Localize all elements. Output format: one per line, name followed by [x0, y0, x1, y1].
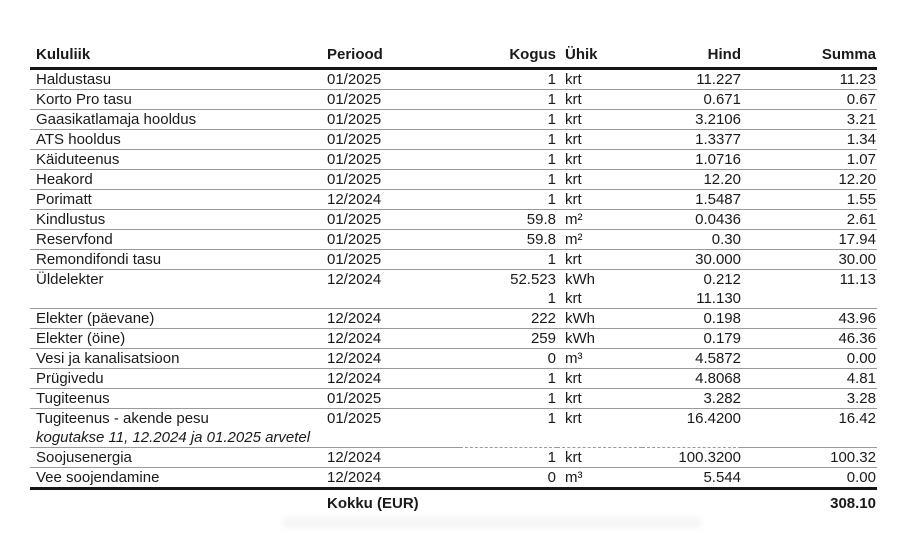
cell-name: Prügivedu — [30, 369, 325, 389]
cell-period: 01/2025 — [325, 250, 460, 270]
cell-price: 11.130 — [642, 289, 741, 309]
cell-period: 01/2025 — [325, 170, 460, 190]
cell-empty — [460, 428, 741, 448]
cell-unit: krt — [565, 410, 582, 427]
cell-sum: 1.07 — [741, 150, 877, 170]
cell-unit: krt — [557, 250, 642, 270]
cell-period: 01/2025 — [325, 150, 460, 170]
column-header-kululiik: Kululiik — [30, 44, 325, 69]
table-row — [30, 270, 877, 290]
cell-period: 01/2025 — [327, 410, 382, 427]
cell-qty: 1 — [460, 190, 557, 210]
table-row — [30, 309, 877, 329]
cell-empty — [460, 489, 557, 518]
cell-sum: 17.94 — [741, 230, 877, 250]
cell-qty: 1 — [547, 410, 556, 427]
cell-unit: krt — [557, 448, 642, 468]
cell-period: 12/2024 — [325, 190, 460, 210]
cell-name: Porimatt — [30, 190, 325, 210]
cell-sum: 0.00 — [741, 468, 877, 489]
cell-price: 12.20 — [642, 170, 741, 190]
cell-qty: 1 — [460, 130, 557, 150]
cell-qty: 222 — [460, 309, 557, 329]
cell-period: 01/2025 — [325, 230, 460, 250]
cell-sum: 11.23 — [741, 69, 877, 90]
cell-sum: 43.96 — [741, 309, 877, 329]
cell-empty — [741, 428, 877, 448]
cell-unit: krt — [557, 389, 642, 409]
cell-name: Tugiteenus - akende pesu — [36, 410, 209, 427]
cell-name: Elekter (päevane) — [30, 309, 325, 329]
total-label: Kokku (EUR) — [327, 495, 419, 512]
cell-price: 5.544 — [642, 468, 741, 489]
cell-price: 1.0716 — [642, 150, 741, 170]
cell-qty: 1 — [460, 250, 557, 270]
cell-period: 12/2024 — [327, 271, 382, 288]
cell-name: Käiduteenus — [30, 150, 325, 170]
cell-unit: kWh — [557, 309, 642, 329]
cell-name: Kindlustus — [30, 210, 325, 230]
table-row — [30, 90, 877, 110]
cell-qty: 1 — [460, 90, 557, 110]
cell-price: 0.179 — [642, 329, 741, 349]
cell-sum: 3.28 — [741, 389, 877, 409]
column-header-periood: Periood — [325, 44, 460, 69]
cell-name: Heakord — [30, 170, 325, 190]
cell-price: 4.8068 — [642, 369, 741, 389]
cell-sum: 11.13 — [839, 271, 876, 288]
cell-sum — [741, 289, 877, 309]
table-row — [30, 448, 877, 468]
note-text: kogutakse 11, 12.2024 ja 01.2025 arvetel — [30, 428, 460, 448]
cell-period: 12/2024 — [325, 468, 460, 489]
total-row — [30, 489, 877, 518]
table-row — [30, 190, 877, 210]
table-row — [30, 369, 877, 389]
cell-price: 1.3377 — [642, 130, 741, 150]
cell-qty: 1 — [460, 150, 557, 170]
cell-empty — [642, 489, 741, 518]
cell-qty: 59.8 — [460, 210, 557, 230]
cell-price: 1.5487 — [642, 190, 741, 210]
cell-price: 3.282 — [642, 389, 741, 409]
cell-empty — [557, 489, 642, 518]
cell-unit: krt — [557, 130, 642, 150]
table-row — [30, 230, 877, 250]
cell-empty — [30, 489, 325, 518]
cell-sum: 1.55 — [741, 190, 877, 210]
cell-period: 01/2025 — [325, 110, 460, 130]
cell-sum: 30.00 — [741, 250, 877, 270]
cell-period — [325, 289, 460, 309]
table-row — [30, 150, 877, 170]
cell-name: Haldustasu — [30, 69, 325, 90]
table-header — [30, 44, 877, 69]
cell-unit: krt — [557, 90, 642, 110]
table-row — [30, 110, 877, 130]
column-header-summa: Summa — [741, 44, 877, 69]
cell-unit: kWh — [565, 271, 595, 288]
cell-price: 0.198 — [642, 309, 741, 329]
table-row — [30, 170, 877, 190]
cell-sum: 0.00 — [741, 349, 877, 369]
cell-unit: krt — [557, 170, 642, 190]
column-header-kogus: Kogus — [460, 44, 557, 69]
cell-name: Vesi ja kanalisatsioon — [30, 349, 325, 369]
cell-unit: m² — [557, 230, 642, 250]
cell-unit: krt — [557, 289, 642, 309]
cell-qty: 259 — [460, 329, 557, 349]
cell-price: 30.000 — [642, 250, 741, 270]
table-body — [30, 69, 877, 489]
cell-unit: krt — [557, 69, 642, 90]
cell-period: 12/2024 — [325, 329, 460, 349]
cell-name: Üldelekter — [36, 271, 104, 288]
table-row — [30, 210, 877, 230]
table-row — [30, 250, 877, 270]
cell-unit: m² — [557, 210, 642, 230]
cell-price: 16.4200 — [686, 410, 741, 427]
cost-table — [30, 44, 877, 517]
cell-sum: 12.20 — [741, 170, 877, 190]
column-header-hind: Hind — [642, 44, 741, 69]
cell-sum: 0.67 — [741, 90, 877, 110]
cell-period: 12/2024 — [325, 349, 460, 369]
cell-sum: 2.61 — [741, 210, 877, 230]
table-row — [30, 389, 877, 409]
cell-unit: krt — [557, 190, 642, 210]
cell-price: 0.671 — [642, 90, 741, 110]
cell-period: 01/2025 — [325, 130, 460, 150]
cell-qty: 0 — [460, 349, 557, 369]
cell-unit: krt — [557, 110, 642, 130]
cell-price: 11.227 — [642, 69, 741, 90]
cell-price: 0.212 — [703, 271, 741, 288]
cell-unit: m³ — [557, 468, 642, 489]
cell-name: Remondifondi tasu — [30, 250, 325, 270]
cell-name: Gaasikatlamaja hooldus — [30, 110, 325, 130]
cell-qty: 1 — [460, 389, 557, 409]
cell-qty: 1 — [460, 289, 557, 309]
cell-unit: krt — [557, 150, 642, 170]
cell-sum: 16.42 — [838, 410, 876, 427]
cell-price: 4.5872 — [642, 349, 741, 369]
cell-sum: 46.36 — [741, 329, 877, 349]
total-value: 308.10 — [830, 495, 876, 512]
cell-qty: 59.8 — [460, 230, 557, 250]
table-row — [30, 468, 877, 489]
table-footer — [30, 489, 877, 518]
cell-period: 01/2025 — [325, 69, 460, 90]
table-row — [30, 409, 877, 429]
cell-period: 01/2025 — [325, 90, 460, 110]
cell-unit: kWh — [557, 329, 642, 349]
cell-qty: 1 — [460, 369, 557, 389]
header-row — [30, 44, 877, 69]
cell-period: 12/2024 — [325, 309, 460, 329]
table-row — [30, 69, 877, 90]
cell-qty: 1 — [460, 110, 557, 130]
cell-name: ATS hooldus — [30, 130, 325, 150]
table-row — [30, 130, 877, 150]
table-row — [30, 289, 877, 309]
cell-name — [30, 289, 325, 309]
cell-qty: 52.523 — [510, 271, 556, 288]
cell-price: 3.2106 — [642, 110, 741, 130]
cell-sum: 3.21 — [741, 110, 877, 130]
cell-name: Soojusenergia — [30, 448, 325, 468]
cell-price: 100.3200 — [642, 448, 741, 468]
cell-sum: 1.34 — [741, 130, 877, 150]
cell-name: Vee soojendamine — [30, 468, 325, 489]
cell-qty: 1 — [460, 170, 557, 190]
cell-sum: 100.32 — [741, 448, 877, 468]
cell-period: 12/2024 — [325, 369, 460, 389]
watermark-smudge — [282, 517, 702, 528]
column-header-uhik: Ühik — [557, 44, 642, 69]
cell-qty: 0 — [460, 468, 557, 489]
cell-qty: 1 — [460, 69, 557, 90]
cell-unit: m³ — [557, 349, 642, 369]
cell-price: 0.30 — [642, 230, 741, 250]
cell-name: Elekter (öine) — [30, 329, 325, 349]
cell-sum: 4.81 — [741, 369, 877, 389]
cell-period: 01/2025 — [325, 389, 460, 409]
note-row — [30, 428, 877, 448]
cell-period: 01/2025 — [325, 210, 460, 230]
table-row — [30, 329, 877, 349]
cell-name: Reservfond — [30, 230, 325, 250]
table-row — [30, 349, 877, 369]
cell-unit: krt — [557, 369, 642, 389]
cell-price: 0.0436 — [642, 210, 741, 230]
cell-period: 12/2024 — [325, 448, 460, 468]
cell-qty: 1 — [460, 448, 557, 468]
cell-name: Tugiteenus — [30, 389, 325, 409]
cell-name: Korto Pro tasu — [30, 90, 325, 110]
